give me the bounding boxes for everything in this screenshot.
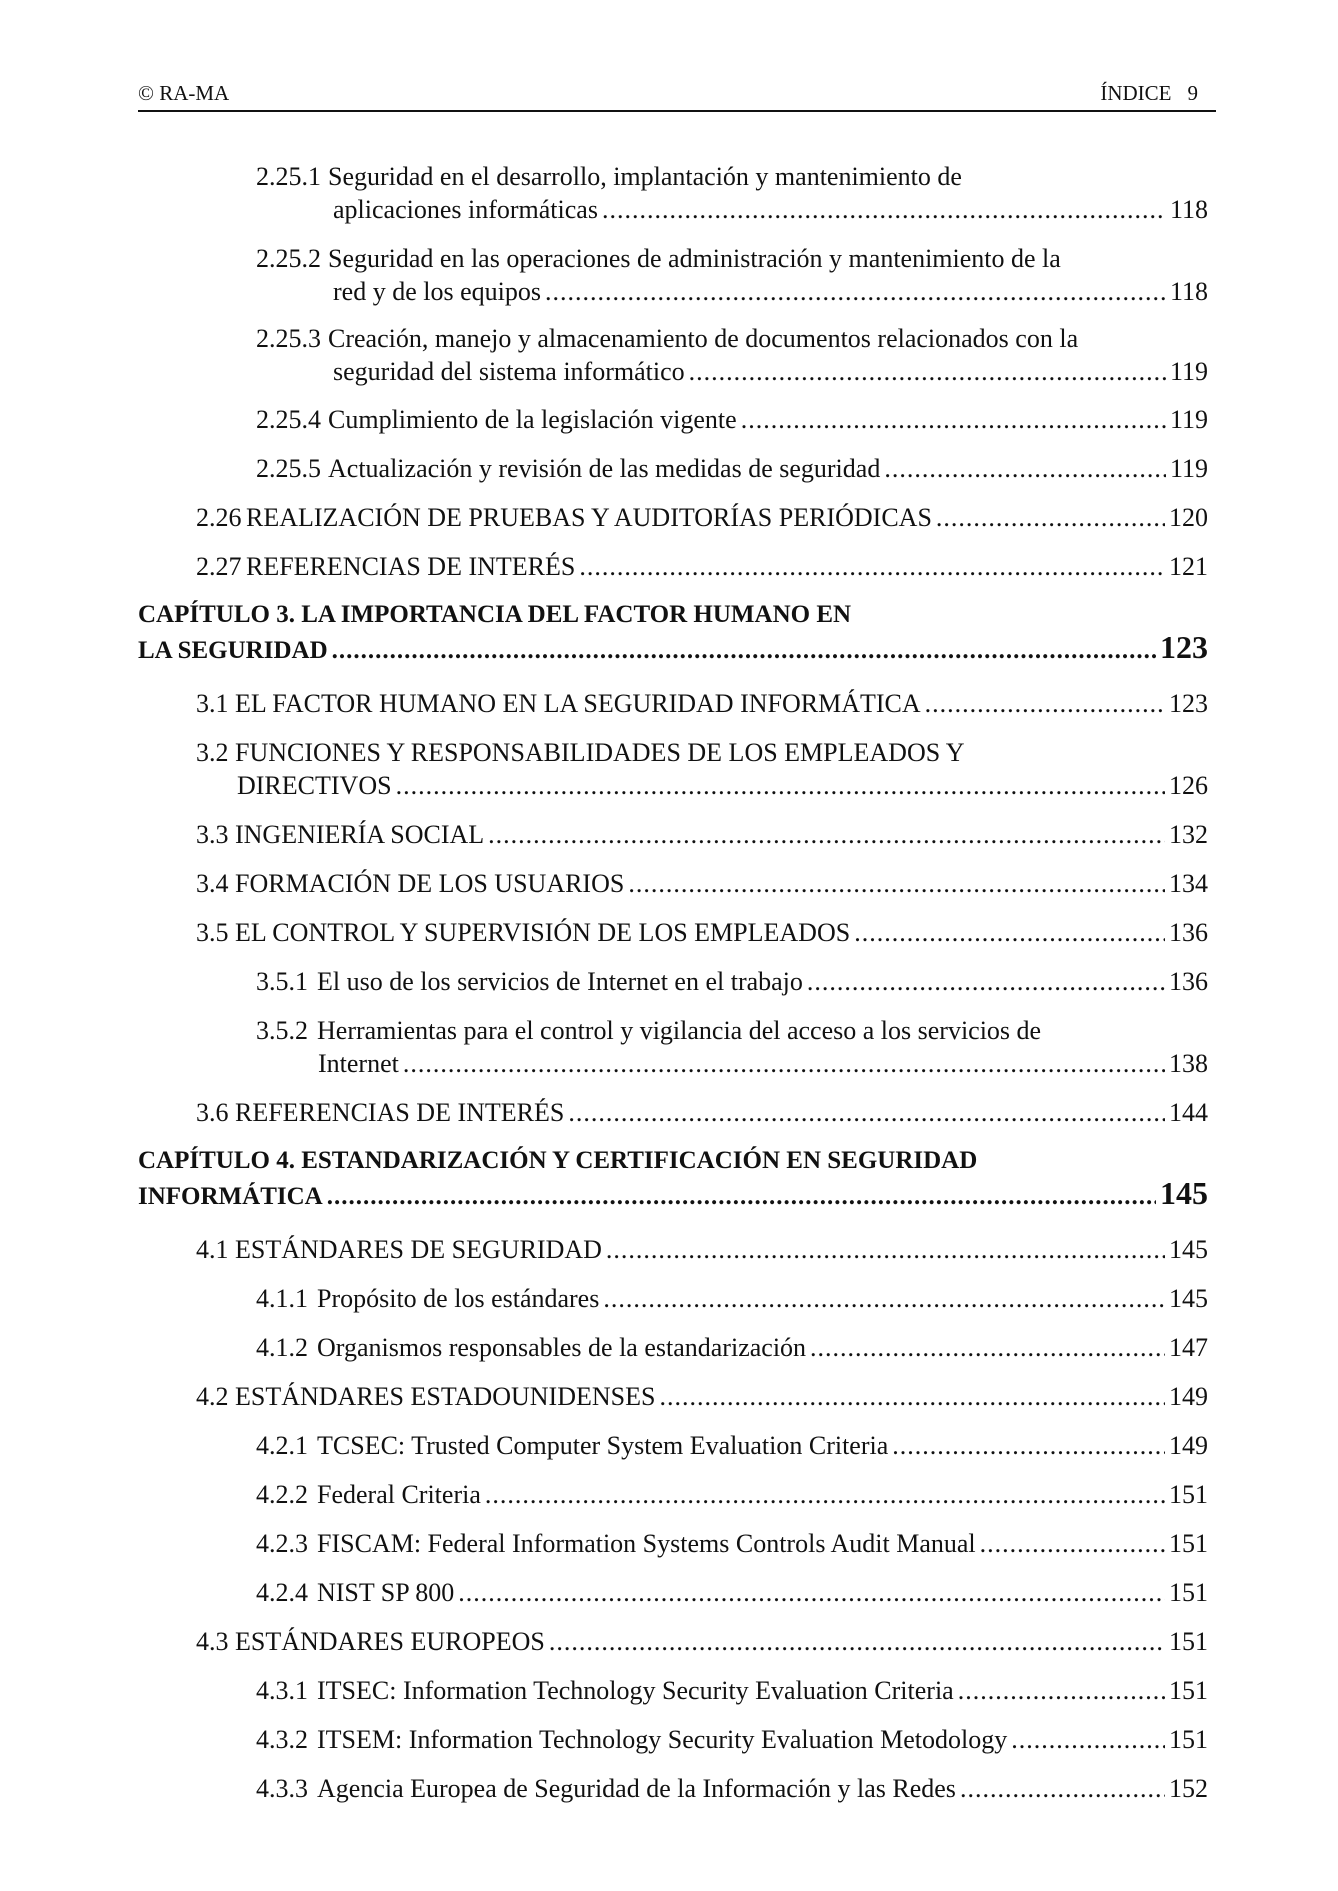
entry-title-line: CAPÍTULO 3. LA IMPORTANCIA DEL FACTOR HUMANO EN: [138, 601, 852, 628]
entry-page-number: 145: [1160, 1175, 1208, 1211]
dot-leader: [458, 1576, 1165, 1609]
toc-entry[interactable]: [0, 501, 1338, 537]
entry-number: 3.5: [196, 918, 229, 947]
entry-page-number: 126: [1169, 771, 1208, 800]
entry-leader-line: [317, 1576, 1208, 1609]
dot-leader: [958, 1674, 1165, 1707]
entry-leader-line: [235, 818, 1208, 851]
entry-number: 3.5.2: [256, 1016, 308, 1045]
toc-entry[interactable]: [0, 1478, 1338, 1514]
dot-leader: [549, 1625, 1165, 1658]
toc-entry[interactable]: [0, 1429, 1338, 1465]
entry-leader-line: [235, 867, 1208, 900]
entry-number: 2.25.5: [256, 454, 321, 483]
entry-title: INGENIERÍA SOCIAL: [235, 820, 485, 849]
page-number: 9: [1187, 81, 1198, 105]
entry-title: ESTÁNDARES EUROPEOS: [235, 1627, 545, 1656]
dot-leader: [1011, 1723, 1165, 1756]
toc-entry[interactable]: [0, 916, 1338, 952]
toc-entry[interactable]: [0, 818, 1338, 854]
entry-leader-line: [138, 631, 1208, 667]
entry-page-number: 151: [1169, 1676, 1208, 1705]
entry-leader-line: [246, 501, 1208, 534]
entry-leader-line: [317, 1478, 1208, 1511]
entry-number: 4.1: [196, 1235, 229, 1264]
entry-title: REFERENCIAS DE INTERÉS: [235, 1098, 565, 1127]
toc-entry[interactable]: [0, 403, 1338, 439]
entry-title: REALIZACIÓN DE PRUEBAS Y AUDITORÍAS PERIÓDICAS: [246, 503, 932, 532]
entry-leader-line: [318, 1047, 1208, 1080]
entry-number: 2.27: [196, 552, 242, 581]
dot-leader: [689, 355, 1166, 388]
entry-title: FORMACIÓN DE LOS USUARIOS: [235, 869, 625, 898]
toc-entry[interactable]: [0, 242, 1338, 312]
entry-number: 3.4: [196, 869, 229, 898]
entry-title: Internet: [318, 1049, 399, 1078]
toc-entry[interactable]: [0, 867, 1338, 903]
entry-page-number: 119: [1169, 405, 1208, 434]
entry-number: 3.2: [196, 738, 229, 767]
toc-entry[interactable]: [0, 736, 1338, 806]
entry-leader-line: [317, 1527, 1208, 1560]
entry-number: 4.1.2: [256, 1333, 308, 1362]
entry-page-number: 145: [1169, 1235, 1208, 1264]
toc-entry[interactable]: [0, 322, 1338, 392]
toc-entry[interactable]: [0, 1331, 1338, 1367]
entry-number: 3.6: [196, 1098, 229, 1127]
publisher-label: © RA-MA: [138, 81, 230, 105]
entry-number: 4.2.1: [256, 1431, 308, 1460]
entry-page-number: 119: [1169, 357, 1208, 386]
entry-title: DIRECTIVOS: [237, 771, 392, 800]
entry-number: 4.3.3: [256, 1774, 308, 1803]
dot-leader: [332, 634, 1156, 667]
entry-page-number: 147: [1169, 1333, 1208, 1362]
toc-entry[interactable]: [0, 1014, 1338, 1084]
dot-leader: [488, 818, 1165, 851]
dot-leader: [327, 1180, 1156, 1213]
entry-page-number: 132: [1169, 820, 1208, 849]
entry-page-number: 136: [1169, 967, 1208, 996]
entry-page-number: 119: [1169, 454, 1208, 483]
toc-entry[interactable]: [0, 1527, 1338, 1563]
entry-page-number: 121: [1169, 552, 1208, 581]
dot-leader: [925, 687, 1165, 720]
entry-page-number: 151: [1169, 1529, 1208, 1558]
dot-leader: [545, 275, 1166, 308]
dot-leader: [579, 550, 1165, 583]
dot-leader: [892, 1429, 1165, 1462]
entry-title: FISCAM: Federal Information Systems Controls Audit Manual: [317, 1529, 976, 1558]
entry-leader-line: [317, 1674, 1208, 1707]
entry-title: ESTÁNDARES DE SEGURIDAD: [235, 1235, 602, 1264]
entry-number: 4.3.1: [256, 1676, 308, 1705]
toc-entry[interactable]: [0, 1282, 1338, 1318]
entry-number: 2.25.2: [256, 244, 321, 273]
entry-title-line: FUNCIONES Y RESPONSABILIDADES DE LOS EMPLEADOS Y: [235, 738, 965, 767]
entry-number: 4.2.4: [256, 1578, 308, 1607]
entry-page-number: 151: [1169, 1480, 1208, 1509]
entry-leader-line: [317, 1723, 1208, 1756]
dot-leader: [628, 867, 1165, 900]
dot-leader: [602, 193, 1166, 226]
toc-entry[interactable]: [0, 160, 1338, 230]
entry-page-number: 123: [1160, 629, 1208, 665]
entry-number: 3.5.1: [256, 967, 308, 996]
entry-leader-line: [235, 1625, 1208, 1658]
entry-number: 4.1.1: [256, 1284, 308, 1313]
entry-leader-line: [317, 1772, 1208, 1805]
entry-title: REFERENCIAS DE INTERÉS: [246, 552, 576, 581]
dot-leader: [485, 1478, 1165, 1511]
entry-title: Cumplimiento de la legislación vigente: [328, 405, 737, 434]
toc-entry[interactable]: [0, 965, 1338, 1001]
entry-title: TCSEC: Trusted Computer System Evaluation Criteria: [317, 1431, 889, 1460]
dot-leader: [960, 1772, 1165, 1805]
dot-leader: [396, 769, 1165, 802]
entry-page-number: 136: [1169, 918, 1208, 947]
entry-title-line: Creación, manejo y almacenamiento de documentos relacionados con la: [328, 324, 1079, 353]
dot-leader: [741, 403, 1166, 436]
entry-leader-line: [235, 1096, 1208, 1129]
dot-leader: [854, 916, 1165, 949]
dot-leader: [807, 965, 1165, 998]
entry-leader-line: [246, 550, 1208, 583]
entry-title: seguridad del sistema informático: [333, 357, 685, 386]
entry-page-number: 152: [1169, 1774, 1208, 1803]
section-title: ÍNDICE: [1100, 81, 1172, 105]
entry-page-number: 149: [1169, 1431, 1208, 1460]
toc-entry[interactable]: [0, 1233, 1338, 1269]
toc-entry[interactable]: [0, 687, 1338, 723]
entry-title-line: Herramientas para el control y vigilancia del acceso a los servicios de: [317, 1016, 1042, 1045]
toc-entry[interactable]: [0, 1576, 1338, 1612]
entry-title: Propósito de los estándares: [317, 1284, 600, 1313]
toc-entry[interactable]: [0, 1674, 1338, 1710]
entry-page-number: 144: [1169, 1098, 1208, 1127]
entry-number: 2.25.1: [256, 162, 321, 191]
entry-title: Organismos responsables de la estandarización: [317, 1333, 807, 1362]
entry-leader-line: [328, 403, 1208, 436]
dot-leader: [936, 501, 1165, 534]
entry-page-number: 151: [1169, 1725, 1208, 1754]
toc-entry[interactable]: [0, 1096, 1338, 1132]
entry-title: El uso de los servicios de Internet en el trabajo: [317, 967, 803, 996]
entry-leader-line: [235, 1380, 1208, 1413]
dot-leader: [606, 1233, 1165, 1266]
entry-page-number: 138: [1169, 1049, 1208, 1078]
entry-page-number: 120: [1169, 503, 1208, 532]
entry-title: Federal Criteria: [317, 1480, 481, 1509]
entry-number: 2.25.4: [256, 405, 321, 434]
dot-leader: [568, 1096, 1165, 1129]
entry-number: 4.2: [196, 1382, 229, 1411]
entry-leader-line: [317, 1429, 1208, 1462]
entry-leader-line: [317, 1331, 1208, 1364]
entry-page-number: 123: [1169, 689, 1208, 718]
entry-leader-line: [333, 355, 1208, 388]
toc-chapter-entry[interactable]: [0, 1144, 1338, 1214]
entry-title: ITSEM: Information Technology Security Evaluation Metodology: [317, 1725, 1008, 1754]
dot-leader: [884, 452, 1166, 485]
entry-page-number: 145: [1169, 1284, 1208, 1313]
entry-page-number: 134: [1169, 869, 1208, 898]
entry-leader-line: [317, 965, 1208, 998]
dot-leader: [659, 1380, 1165, 1413]
entry-leader-line: [235, 1233, 1208, 1266]
entry-title: EL FACTOR HUMANO EN LA SEGURIDAD INFORMÁTICA: [235, 689, 921, 718]
toc-entry[interactable]: [0, 1772, 1338, 1808]
toc-entry[interactable]: [0, 550, 1338, 586]
entry-number: 4.2.3: [256, 1529, 308, 1558]
entry-number: 2.25.3: [256, 324, 321, 353]
entry-leader-line: [333, 193, 1208, 226]
entry-leader-line: [235, 687, 1208, 720]
entry-number: 4.3: [196, 1627, 229, 1656]
entry-leader-line: [237, 769, 1208, 802]
entry-leader-line: [333, 275, 1208, 308]
entry-leader-line: [138, 1177, 1208, 1213]
dot-leader: [810, 1331, 1165, 1364]
toc-entry[interactable]: [0, 1625, 1338, 1661]
entry-title: Actualización y revisión de las medidas de seguridad: [328, 454, 881, 483]
entry-number: 2.26: [196, 503, 242, 532]
entry-number: 3.3: [196, 820, 229, 849]
entry-leader-line: [328, 452, 1208, 485]
entry-leader-line: [235, 916, 1208, 949]
toc-entry[interactable]: [0, 452, 1338, 488]
entry-page-number: 151: [1169, 1627, 1208, 1656]
entry-title: NIST SP 800: [317, 1578, 455, 1607]
toc-chapter-entry[interactable]: [0, 598, 1338, 668]
entry-title-line: Seguridad en el desarrollo, implantación y mantenimiento de: [328, 162, 962, 191]
entry-title-line: Seguridad en las operaciones de administración y mantenimiento de la: [328, 244, 1061, 273]
entry-number: 4.3.2: [256, 1725, 308, 1754]
entry-page-number: 118: [1169, 277, 1208, 306]
entry-title: ESTÁNDARES ESTADOUNIDENSES: [235, 1382, 656, 1411]
entry-title: red y de los equipos: [333, 277, 541, 306]
entry-title: ITSEC: Information Technology Security Evaluation Criteria: [317, 1676, 954, 1705]
entry-title: EL CONTROL Y SUPERVISIÓN DE LOS EMPLEADOS: [235, 918, 851, 947]
toc-entry[interactable]: [0, 1723, 1338, 1759]
dot-leader: [603, 1282, 1165, 1315]
entry-title: aplicaciones informáticas: [333, 195, 598, 224]
entry-title: INFORMÁTICA: [138, 1183, 323, 1210]
entry-title: Agencia Europea de Seguridad de la Información y las Redes: [317, 1774, 956, 1803]
entry-number: 4.2.2: [256, 1480, 308, 1509]
entry-leader-line: [317, 1282, 1208, 1315]
entry-page-number: 151: [1169, 1578, 1208, 1607]
dot-leader: [403, 1047, 1165, 1080]
entry-title: LA SEGURIDAD: [138, 637, 328, 664]
toc-entry[interactable]: [0, 1380, 1338, 1416]
entry-page-number: 118: [1169, 195, 1208, 224]
entry-title-line: CAPÍTULO 4. ESTANDARIZACIÓN Y CERTIFICACIÓN EN SEGURIDAD: [138, 1147, 978, 1174]
entry-page-number: 149: [1169, 1382, 1208, 1411]
dot-leader: [980, 1527, 1165, 1560]
entry-number: 3.1: [196, 689, 229, 718]
